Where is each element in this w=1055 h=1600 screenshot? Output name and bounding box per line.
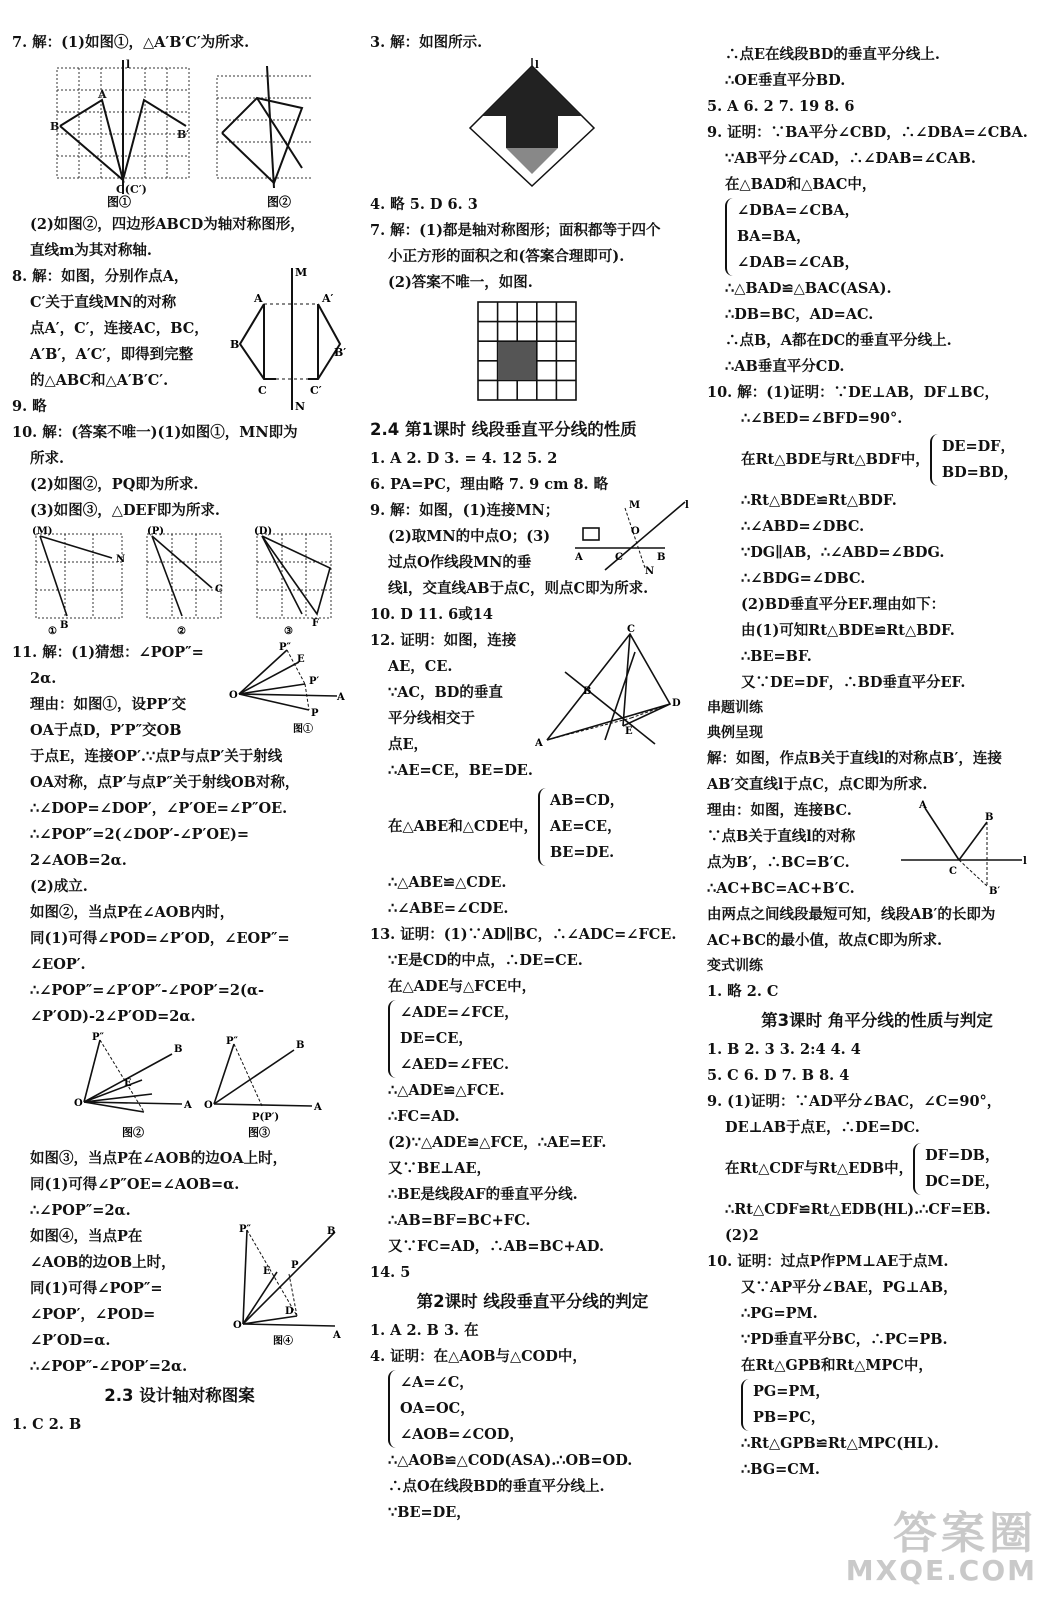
- c3-q10-line: (2)BD垂直平分EF.理由如下：: [741, 596, 946, 613]
- svg-text:②: ②: [177, 626, 186, 636]
- c3-q9-brace: [707, 198, 1047, 276]
- svg-text:③: ③: [284, 626, 293, 636]
- q11-line: 同(1)可得∠POP″=: [30, 1280, 163, 1297]
- c3-brace-line: BD=BD，: [941, 464, 1019, 481]
- svg-text:N: N: [295, 400, 306, 413]
- svg-text:D: D: [285, 1306, 294, 1317]
- svg-text:A: A: [184, 1100, 192, 1111]
- q7-line: (2)如图②，四边形ABCD为轴对称图形，: [30, 216, 305, 233]
- section-2-3-answers: 1. C 2. B: [12, 1416, 82, 1433]
- c3-q10-line: ∵DG∥AB，∴∠ABD=∠BDG.: [741, 544, 945, 561]
- q11-line: ∴∠POP″=2α.: [30, 1202, 131, 1219]
- lesson3-q9-line: 9. (1)证明：∵AD平分∠BAC，∠C=90°，: [707, 1093, 1002, 1110]
- section-2-3-heading: 2.3 设计轴对称图案: [104, 1386, 255, 1405]
- q11-line: 2α.: [30, 670, 57, 687]
- q11-figures-2-3: [12, 1032, 332, 1142]
- svg-text:A: A: [919, 800, 927, 811]
- q11-line: 理由：如图①，设PP′交: [30, 696, 187, 713]
- svg-text:(D): (D): [254, 526, 273, 537]
- d-line: ∵点B关于直线l的对称: [707, 828, 856, 845]
- v-answers: 1. 略 2. C: [707, 983, 779, 1000]
- q11-line: ∴∠POP″-∠POP′=2α.: [30, 1358, 188, 1375]
- svg-text:A: A: [535, 738, 543, 749]
- q12-brace-line: AE=CE，: [550, 818, 622, 835]
- svg-text:B: B: [230, 338, 240, 351]
- d-line: 解：如图，作点B关于直线l的对称点B′，连接: [707, 750, 1002, 767]
- q13-brace-line: DE=CE，: [400, 1030, 473, 1047]
- watermark-url: MXQE.COM: [845, 1554, 1037, 1587]
- q11-figure-1: [227, 640, 347, 740]
- lesson3-answers: 5. C 6. D 7. B 8. 4: [707, 1067, 850, 1084]
- q11-line: 于点E，连接OP′.∵点P与点P′关于射线: [30, 748, 283, 765]
- svg-text:C: C: [615, 552, 623, 563]
- lesson3-q9-line: 在Rt△CDF与Rt△EDB中，: [725, 1160, 914, 1177]
- svg-text:图①: 图①: [293, 724, 313, 735]
- d-line: 由两点之间线段最短可知，线段AB′的长即为: [707, 906, 996, 923]
- lesson3-q10-line: ∴PG=PM.: [741, 1305, 818, 1322]
- svg-text:C: C: [627, 624, 635, 635]
- c3-brace-line: ∠DAB=∠CAB，: [737, 254, 860, 271]
- svg-text:M: M: [629, 500, 641, 511]
- q12-line: ∴∠ABE=∠CDE.: [388, 900, 509, 917]
- q11-line: 同(1)可得∠POD=∠P′OD，∠EOP″=: [30, 930, 290, 947]
- q10-figures: [12, 526, 342, 636]
- q10-line: (3)如图③，△DEF即为所求.: [30, 502, 220, 519]
- q13-line: 又∵BE⊥AE，: [388, 1160, 492, 1177]
- lesson-3-heading: 第3课时 角平分线的性质与判定: [761, 1011, 993, 1030]
- lesson3-q9-line: DE⊥AB于点E，∴DE=DC.: [725, 1119, 920, 1136]
- svg-text:C′: C′: [310, 384, 322, 397]
- c3-line: ∴点E在线段BD的垂直平分线上.: [725, 46, 940, 63]
- lesson3-q10-line: 10. 证明：过点P作PM⊥AE于点M.: [707, 1253, 949, 1270]
- svg-text:P: P: [311, 708, 319, 719]
- svg-text:①: ①: [48, 626, 57, 636]
- svg-text:B: B: [174, 1044, 183, 1055]
- subsection-heading: 串题训练: [707, 700, 763, 716]
- q13-brace-line: ∠ADE=∠FCE，: [400, 1004, 519, 1021]
- d-line: AC+BC的最小值，故点C即为所求.: [707, 932, 943, 949]
- q9-line: 9. 略: [12, 398, 47, 415]
- lesson2-brace-line: ∠A=∠C，: [400, 1374, 474, 1391]
- q11-line: ∠EOP′.: [30, 956, 86, 973]
- q8-line: 点A′，C′，连接AC，BC，: [30, 320, 209, 337]
- q11-line: 11. 解：(1)猜想：∠POP″=: [12, 644, 204, 661]
- q13-line: 13. 证明：(1)∵AD∥BC，∴∠ADC=∠FCE.: [370, 926, 677, 943]
- q11-line: 2∠AOB=2α.: [30, 852, 127, 869]
- c3-brace-line: DE=DF，: [941, 438, 1015, 455]
- svg-text:A: A: [254, 292, 263, 305]
- q11-line: ∠POP′，∠POD=: [30, 1306, 156, 1323]
- column-1: [12, 30, 347, 1438]
- c3-brace-line: BA=BA，: [737, 228, 811, 245]
- svg-text:O: O: [233, 1320, 242, 1331]
- svg-text:P(P′): P(P′): [252, 1112, 280, 1123]
- fig11-caption-3: 图③: [248, 1126, 270, 1139]
- q11-line: ∠P′OD)-2∠P′OD=2α.: [30, 1008, 196, 1025]
- s24-answers: 6. PA=PC，理由略 7. 9 cm 8. 略: [370, 476, 609, 493]
- svg-text:B: B: [50, 120, 60, 133]
- q11-line: ∴∠POP″=2(∠DOP′-∠P′OE)=: [30, 826, 250, 843]
- c3-q10-line: ∴∠BED=∠BFD=90°.: [741, 410, 903, 427]
- svg-text:A: A: [98, 88, 107, 101]
- lesson2-brace-line: ∠AOB=∠COD，: [400, 1426, 524, 1443]
- c3-q10-line: 10. 解：(1)证明：∵DE⊥AB，DF⊥BC，: [707, 384, 999, 401]
- q12-brace-line: AB=CD，: [550, 792, 625, 809]
- c3-q9-line: ∴DB=BC，AD=AC.: [725, 306, 874, 323]
- svg-text:P″: P″: [226, 1036, 238, 1047]
- q8-line: 8. 解：如图，分别作点A，: [12, 268, 189, 285]
- svg-text:N: N: [645, 566, 655, 577]
- svg-text:A′: A′: [322, 292, 334, 305]
- svg-text:(P): (P): [147, 526, 164, 537]
- q7-line: 7. 解：(1)都是轴对称图形；面积都等于四个: [370, 222, 661, 239]
- svg-text:N: N: [116, 554, 126, 565]
- q13-line: ∴BE是线段AF的垂直平分线.: [388, 1186, 578, 1203]
- q12-figure: [535, 622, 700, 752]
- q12-line: 平分线相交于: [388, 710, 475, 727]
- c3-q9-line: ∴△BAD≌△BAC(ASA).: [725, 280, 892, 297]
- q12-line: 点E，: [388, 736, 429, 753]
- q13-line: ∵E是CD的中点，∴DE=CE.: [388, 952, 583, 969]
- column-2: [370, 30, 695, 1526]
- c3-q10-line: 又∵DE=DF，∴BD垂直平分EF.: [741, 674, 966, 691]
- subsection-heading: 变式训练: [707, 958, 763, 974]
- svg-text:B′: B′: [334, 346, 347, 359]
- svg-text:B′: B′: [989, 886, 1001, 897]
- column-3: [707, 42, 1047, 1483]
- q11-line: 如图④，当点P在: [30, 1228, 143, 1245]
- svg-text:B: B: [583, 686, 592, 697]
- q7-line: (2)答案不唯一，如图.: [388, 274, 533, 291]
- c3-brace-line: ∠DBA=∠CBA，: [737, 202, 860, 219]
- lesson2-q4-line: ∵BE=DE，: [388, 1504, 471, 1521]
- lesson3-q9-line: (2)2: [725, 1227, 759, 1244]
- svg-text:O: O: [74, 1098, 83, 1109]
- lesson2-q4-brace: [370, 1370, 695, 1448]
- q13-brace-line: ∠AED=∠FEC.: [400, 1056, 510, 1073]
- lesson3-answers: 1. B 2. 3 3. 2:4 4. 4: [707, 1041, 861, 1058]
- c3-line: ∴OE垂直平分BD.: [725, 72, 846, 89]
- q10-line: 10. 解：(答案不唯一)(1)如图①，MN即为: [12, 424, 298, 441]
- q12-line: AE，CE.: [388, 658, 453, 675]
- q10-line: 所求.: [30, 450, 65, 467]
- svg-text:E: E: [263, 1266, 271, 1277]
- lesson3-q10-line: 又∵AP平分∠BAE，PG⊥AB，: [741, 1279, 958, 1296]
- c3-q9-line: ∵AB平分∠CAD，∴∠DAB=∠CAB.: [725, 150, 976, 167]
- c3-q9-line: 在△BAD和△BAC中，: [725, 176, 877, 193]
- svg-text:D: D: [672, 698, 681, 709]
- svg-text:E: E: [297, 654, 305, 665]
- q9-figure: [575, 498, 695, 578]
- d-line: AB′交直线l于点C，点C即为所求.: [707, 776, 928, 793]
- q14-line: 14. 5: [370, 1264, 411, 1281]
- svg-text:O: O: [631, 526, 640, 537]
- q11-figure-4: [217, 1224, 342, 1349]
- q7-line: 小正方形的面积之和(答案合理即可).: [388, 248, 625, 265]
- q11-line: 同(1)可得∠P″OE=∠AOB=α.: [30, 1176, 240, 1193]
- q11-line: ∴∠POP″=∠P′OP″-∠POP′=2(α-: [30, 982, 265, 999]
- lesson3-q9-line: ∴Rt△CDF≌Rt△EDB(HL).∴CF=EB.: [725, 1201, 991, 1218]
- fig11-caption-2: 图②: [122, 1126, 144, 1139]
- q11-line: (2)成立.: [30, 878, 88, 895]
- q9-line: (2)取MN的中点O；(3): [388, 528, 551, 545]
- c3-q10-line: ∴Rt△BDE≌Rt△BDF.: [741, 492, 897, 509]
- q8-line: 的△ABC和△A′B′C′.: [30, 372, 169, 389]
- lesson2-q4-line: 4. 证明：在△AOB与△COD中，: [370, 1348, 587, 1365]
- svg-text:C: C: [215, 584, 223, 595]
- svg-text:B: B: [657, 552, 666, 563]
- section-2-4-heading: 2.4 第1课时 线段垂直平分线的性质: [370, 420, 637, 439]
- svg-text:A: A: [337, 692, 345, 703]
- c3-q10-line: 由(1)可知Rt△BDE≌Rt△BDF.: [741, 622, 955, 639]
- q12-line: ∵AC，BD的垂直: [388, 684, 503, 701]
- q8-figure: [230, 264, 350, 414]
- svg-text:O: O: [229, 690, 238, 701]
- q7-line: 直线m为其对称轴.: [30, 242, 152, 259]
- c3-q10-line: ∴BE=BF.: [741, 648, 812, 665]
- d-line: ∴AC+BC=AC+B′C.: [707, 880, 855, 897]
- svg-text:A: A: [575, 552, 583, 563]
- lesson2-answers: 1. A 2. B 3. 在: [370, 1322, 479, 1339]
- q11-line: 如图③，当点P在∠AOB的边OA上时，: [30, 1150, 288, 1167]
- svg-text:(M): (M): [32, 526, 53, 537]
- svg-text:P′: P′: [309, 676, 320, 687]
- q9-line: 过点O作线段MN的垂: [388, 554, 532, 571]
- q12-line: 12. 证明：如图，连接: [370, 632, 517, 649]
- svg-text:l: l: [685, 500, 689, 511]
- q11-line: ∠AOB的边OB上时，: [30, 1254, 176, 1271]
- q11-line: 如图②，当点P在∠AOB内时，: [30, 904, 235, 921]
- lesson3-q10-line: 在Rt△GPB和Rt△MPC中，: [741, 1357, 933, 1374]
- q9-line: 线l，交直线AB于点C，则点C即为所求.: [388, 580, 649, 597]
- svg-text:F: F: [312, 618, 320, 629]
- q3-line: 3. 解：如图所示.: [370, 34, 483, 51]
- q11-line: ∠P′OD=α.: [30, 1332, 111, 1349]
- svg-text:图④: 图④: [273, 1336, 293, 1347]
- q13-line: 又∵FC=AD，∴AB=BC+AD.: [388, 1238, 605, 1255]
- svg-text:l: l: [535, 60, 539, 71]
- q11-line: ∴∠DOP=∠DOP′，∠P′OE=∠P″OE.: [30, 800, 288, 817]
- svg-text:P″: P″: [279, 642, 291, 653]
- lesson3-q10-line: ∴BG=CM.: [741, 1461, 820, 1478]
- lesson3-brace-line: DC=DE，: [925, 1173, 1000, 1190]
- c3-q9-line: ∴点B，A都在DC的垂直平分线上.: [725, 332, 952, 349]
- q7-grid-figure: [370, 298, 690, 410]
- q456-line: 4. 略 5. D 6. 3: [370, 196, 478, 213]
- q13-line: ∴FC=AD.: [388, 1108, 460, 1125]
- svg-text:B: B: [327, 1226, 336, 1237]
- svg-text:B: B: [296, 1040, 305, 1051]
- d-line: 点为B′，∴BC=B′C.: [707, 854, 850, 871]
- svg-text:P″: P″: [239, 1224, 251, 1235]
- q7-line: 7. 解：(1)如图①，△A′B′C′为所求.: [12, 34, 250, 51]
- lesson3-q10-line: ∵PD垂直平分BC，∴PC=PB.: [741, 1331, 948, 1348]
- fig7-caption-1: 图①: [107, 195, 132, 208]
- q7-figures: [12, 58, 312, 208]
- lesson2-q4-line: ∴△AOB≌△COD(ASA).∴OB=OD.: [388, 1452, 633, 1469]
- q12-line: 在△ABE和△CDE中，: [388, 818, 539, 835]
- lesson2-q4-line: ∴点O在线段BD的垂直平分线上.: [388, 1478, 605, 1495]
- q13-line: 在△ADE与△FCE中，: [388, 978, 537, 995]
- lesson3-brace-line: PB=PC，: [753, 1409, 826, 1426]
- q11-line: OA对称，点P′与点P″关于射线OB对称，: [30, 774, 300, 791]
- q13-line: ∴AB=BF=BC+FC.: [388, 1212, 531, 1229]
- q13-line: (2)∵△ADE≌△FCE，∴AE=EF.: [388, 1134, 607, 1151]
- q8-line: C′关于直线MN的对称: [30, 294, 177, 311]
- svg-text:P: P: [291, 1260, 299, 1271]
- lesson3-q10-brace: [707, 1379, 1047, 1431]
- q12-brace-line: BE=DE.: [550, 844, 615, 861]
- q10-line: (2)如图②，PQ即为所求.: [30, 476, 199, 493]
- watermark-text: 答案圈: [893, 1508, 1037, 1559]
- svg-text:E: E: [625, 726, 633, 737]
- c3-q10-line: 在Rt△BDE与Rt△BDF中，: [741, 451, 930, 468]
- lesson-2-heading: 第2课时 线段垂直平分线的判定: [416, 1292, 649, 1311]
- d-line: 理由：如图，连接BC.: [707, 802, 852, 819]
- q12-brace: [538, 788, 624, 866]
- lesson3-q10-line: ∴Rt△GPB≌Rt△MPC(HL).: [741, 1435, 939, 1452]
- lesson3-brace-line: PG=PM，: [753, 1383, 830, 1400]
- q8-line: A′B′，A′C′，即得到完整: [30, 346, 194, 363]
- subsection-heading: 典例呈现: [707, 725, 763, 741]
- q9-line: 9. 解：如图，(1)连接MN；: [370, 502, 560, 519]
- c3-q10-brace: [930, 434, 1018, 486]
- svg-text:B: B: [60, 620, 69, 631]
- c3-q10-line: ∴∠BDG=∠DBC.: [741, 570, 866, 587]
- svg-text:l: l: [1023, 856, 1027, 867]
- q12-line: ∴AE=CE，BE=DE.: [388, 762, 533, 779]
- fig7-caption-2: 图②: [267, 195, 292, 208]
- svg-text:B′: B′: [177, 128, 190, 141]
- c3-answers: 5. A 6. 2 7. 19 8. 6: [707, 98, 855, 115]
- q13-brace: [370, 1000, 695, 1078]
- lesson3-brace-line: DF=DB，: [925, 1147, 1000, 1164]
- svg-text:E: E: [124, 1078, 132, 1089]
- svg-text:l: l: [126, 58, 131, 71]
- q3-figure: [370, 58, 690, 188]
- svg-text:C: C: [258, 384, 267, 397]
- lesson2-brace-line: OA=OC，: [400, 1400, 475, 1417]
- c3-q9-line: 9. 证明：∵BA平分∠CBD，∴∠DBA=∠CBA.: [707, 124, 1028, 141]
- q12-line: ∴△ABE≌△CDE.: [388, 874, 507, 891]
- svg-text:A: A: [333, 1330, 341, 1341]
- q10-11-line: 10. D 11. 6或14: [370, 606, 493, 623]
- svg-text:M: M: [295, 266, 308, 279]
- c3-q9-line: ∴AB垂直平分CD.: [725, 358, 845, 375]
- c3-q10-line: ∴∠ABD=∠DBC.: [741, 518, 865, 535]
- q11-line: OA于点D，P′P″交OB: [30, 722, 182, 739]
- typical-example-figure: [897, 798, 1032, 898]
- lesson3-q9-brace: [913, 1143, 999, 1195]
- watermark-logo: [845, 1508, 1037, 1587]
- svg-text:A: A: [314, 1102, 322, 1113]
- svg-text:C: C: [949, 866, 957, 877]
- q13-line: ∴△ADE≌△FCE.: [388, 1082, 505, 1099]
- svg-text:C(C′): C(C′): [116, 183, 147, 196]
- svg-text:O: O: [204, 1100, 213, 1111]
- svg-text:P″: P″: [92, 1032, 104, 1043]
- svg-text:B: B: [985, 812, 994, 823]
- s24-answers: 1. A 2. D 3. = 4. 12 5. 2: [370, 450, 558, 467]
